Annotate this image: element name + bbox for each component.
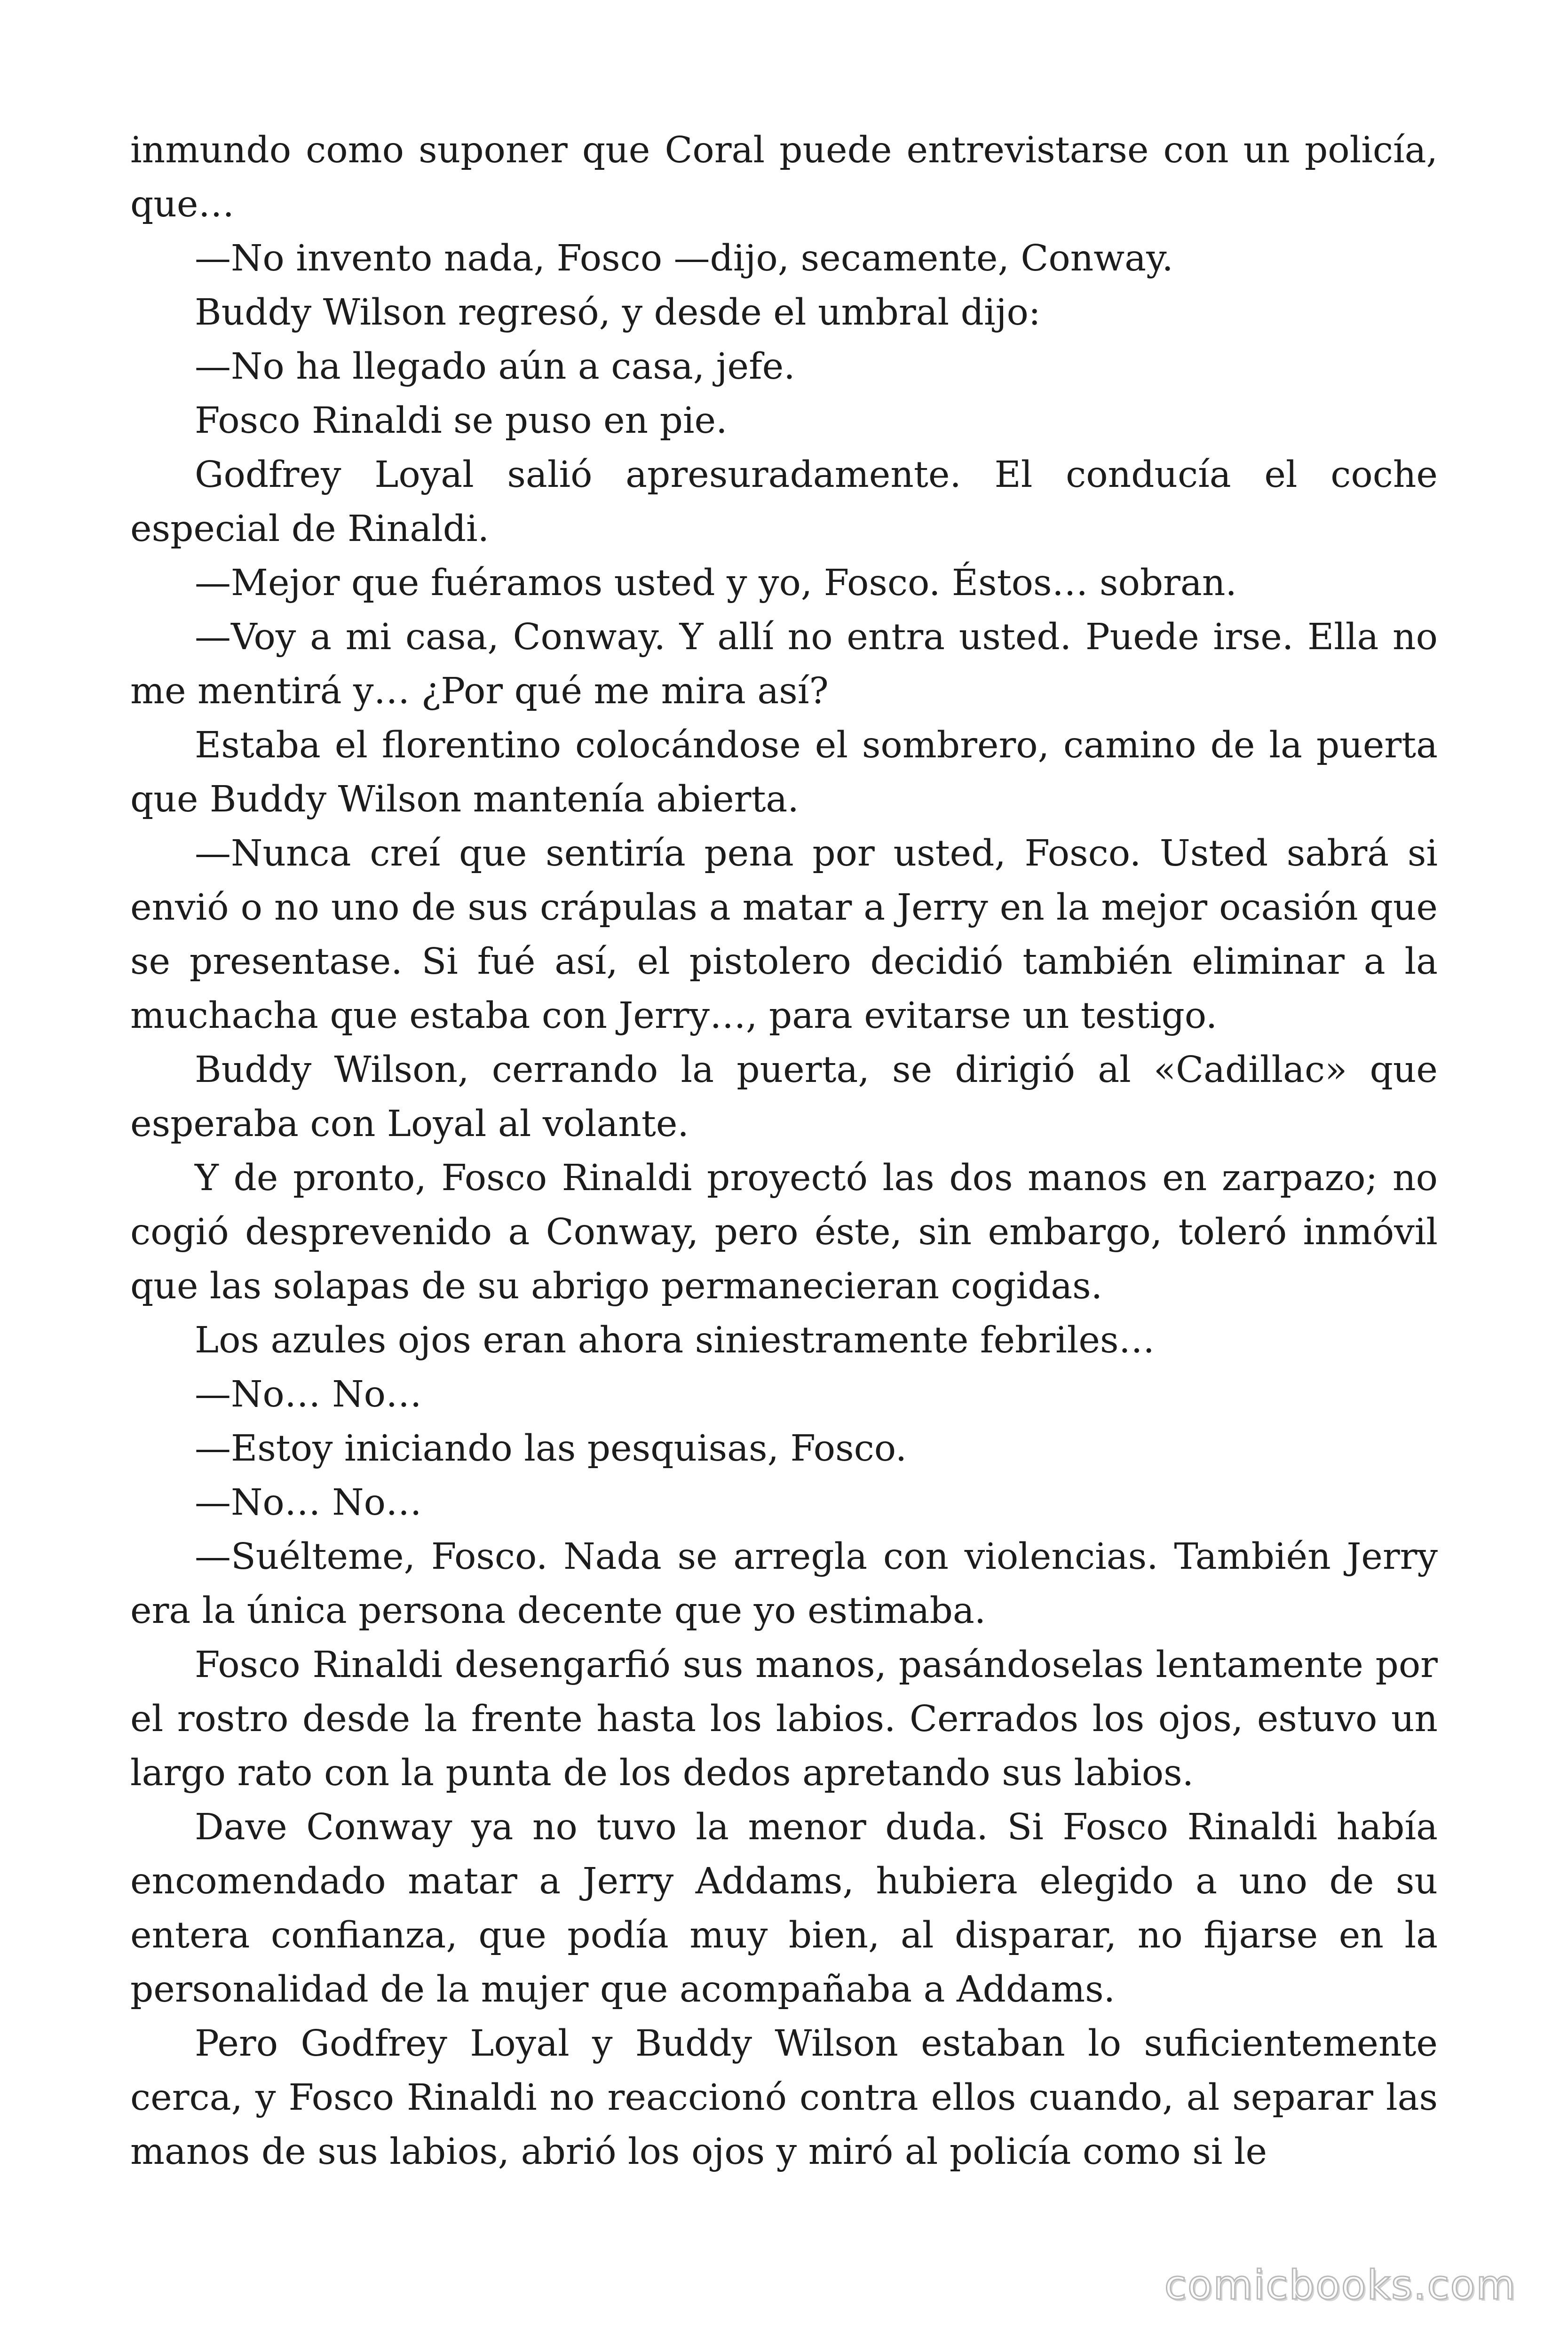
paragraph: Fosco Rinaldi se puso en pie. bbox=[195, 400, 728, 442]
paragraph: —No ha llegado aún a casa, jefe. bbox=[195, 346, 795, 388]
paragraph: —Voy a mi casa, Conway. Y allí no entra usted. Puede irse. Ella no me mentirá y… ¿Por qué me mira así? bbox=[130, 616, 1438, 712]
paragraph: —No… No… bbox=[195, 1482, 422, 1524]
paragraph: Dave Conway ya no tuvo la menor duda. Si Fosco Rinaldi había encomendado matar a Jerry Addams, hubiera elegido a uno de su entera confianza, que podía muy bien, al disparar, no fijarse en la personalidad de la mujer que acompañaba a Addams. bbox=[130, 1806, 1438, 2010]
paragraph: —No invento nada, Fosco —dijo, secamente, Conway. bbox=[195, 238, 1173, 279]
paragraph: —Estoy iniciando las pesquisas, Fosco. bbox=[195, 1428, 907, 1470]
paragraph: Fosco Rinaldi desengarfió sus manos, pasándoselas lentamente por el rostro desde la frente hasta los labios. Cerrados los ojos, estuvo un largo rato con la punta de los dedos apretando sus labios. bbox=[130, 1644, 1438, 1794]
watermark: comicbooks.com bbox=[1164, 2262, 1516, 2309]
paragraph: —Suélteme, Fosco. Nada se arregla con violencias. También Jerry era la única persona decente que yo estimaba. bbox=[130, 1536, 1438, 1632]
page-body bbox=[130, 123, 1438, 2179]
paragraph: —No… No… bbox=[195, 1374, 422, 1415]
paragraph: Pero Godfrey Loyal y Buddy Wilson estaban lo suficientemente cerca, y Fosco Rinaldi no reaccionó contra ellos cuando, al separar las manos de sus labios, abrió los ojos y miró al policía como si le bbox=[130, 2023, 1438, 2173]
paragraph: Los azules ojos eran ahora siniestramente febriles… bbox=[195, 1319, 1155, 1361]
paragraph: Godfrey Loyal salió apresuradamente. El conducía el coche especial de Rinaldi. bbox=[130, 454, 1438, 550]
paragraph: Y de pronto, Fosco Rinaldi proyectó las dos manos en zarpazo; no cogió desprevenido a Conway, pero éste, sin embargo, toleró inmóvil que las solapas de su abrigo permanecieran cogidas. bbox=[130, 1157, 1438, 1307]
paragraph: Buddy Wilson, cerrando la puerta, se dirigió al «Cadillac» que esperaba con Loyal al volante. bbox=[130, 1049, 1438, 1145]
paragraph: inmundo como suponer que Coral puede entrevistarse con un policía, que… bbox=[130, 129, 1438, 225]
paragraph: Buddy Wilson regresó, y desde el umbral dijo: bbox=[195, 292, 1041, 334]
paragraph: —Mejor que fuéramos usted y yo, Fosco. Éstos… sobran. bbox=[195, 562, 1237, 604]
paragraph: Estaba el florentino colocándose el sombrero, camino de la puerta que Buddy Wilson mantenía abierta. bbox=[130, 724, 1438, 820]
paragraph: —Nunca creí que sentiría pena por usted, Fosco. Usted sabrá si envió o no uno de sus crápulas a matar a Jerry en la mejor ocasión que se presentase. Si fué así, el pistolero decidió también eliminar a la muchacha que estaba con Jerry…, para evitarse un testigo. bbox=[130, 833, 1438, 1037]
